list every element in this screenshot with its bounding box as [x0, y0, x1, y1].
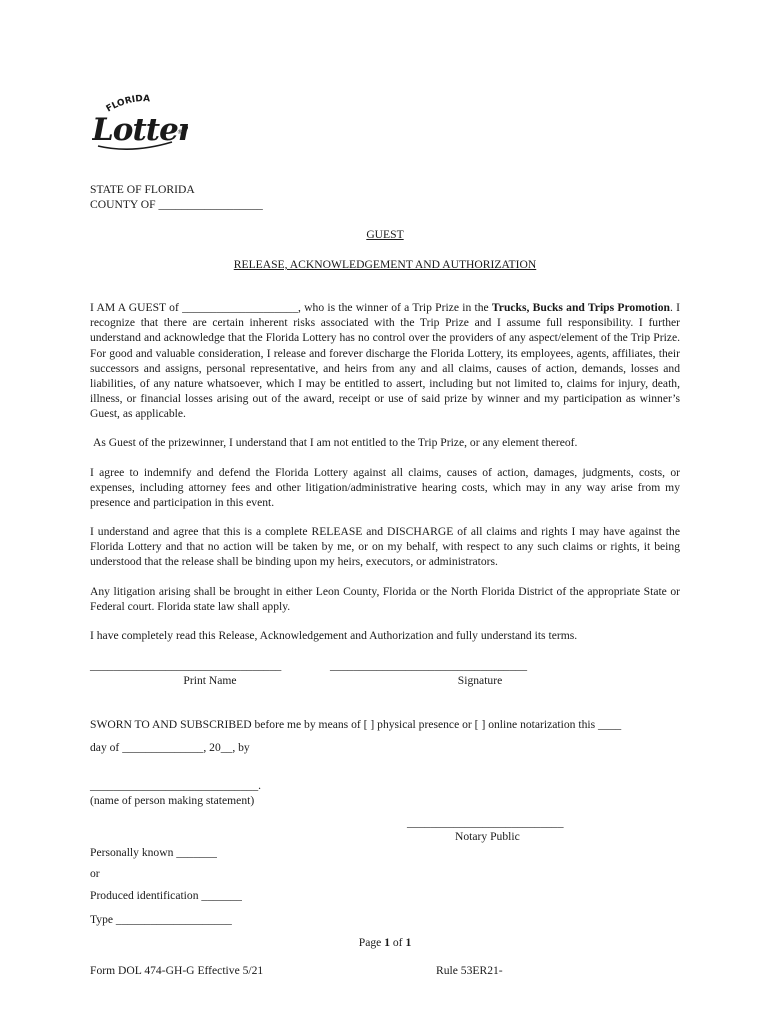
print-name-label: Print Name: [183, 674, 237, 687]
signature-line[interactable]: __________________________________: [330, 659, 528, 672]
lottery-logo-icon: [92, 92, 188, 152]
day-line: day of ______________, 20__, by: [90, 741, 250, 754]
page-current: 1: [384, 936, 390, 949]
state-line: STATE OF FLORIDA: [90, 183, 195, 196]
page-prefix: Page: [358, 936, 385, 949]
produced-id-line: Produced identification _______: [90, 889, 242, 902]
paragraph-read-terms: I have completely read this Release, Acknowledgement and Authorization and fully understand its terms.: [90, 629, 578, 642]
or-text: or: [90, 867, 100, 880]
logo-top-text: FLORIDA: [104, 94, 151, 115]
paragraph-indemnify: I agree to indemnify and defend the Florida Lottery against all claims, causes of action, damages, judgments, costs, or expenses, including attorney fees and other litigation/administrative hearing costs, which may in any way arise from my presence and participation in this event.: [90, 466, 680, 510]
id-type-line: Type ____________________: [90, 913, 232, 926]
personally-known-line: Personally known _______: [90, 846, 217, 859]
guest-title: GUEST: [366, 228, 404, 241]
florida-lottery-logo: [92, 92, 188, 152]
notary-public-label: Notary Public: [455, 830, 520, 843]
logo-main-text: Lotte: [92, 112, 178, 148]
signature-label: Signature: [457, 674, 503, 687]
promotion-name: Trucks, Bucks and Trips Promotion: [491, 301, 670, 314]
print-name-line[interactable]: _________________________________: [90, 659, 282, 672]
paragraph-not-entitled: As Guest of the prizewinner, I understand that I am not entitled to the Trip Prize, or any element thereof.: [93, 436, 578, 449]
p1-text-b: . I recognize that there are certain inherent risks associated with the Trip Prize and I assume full responsibility. I further understand and acknowledge that the Florida Lottery has no control over the providers of any aspect/element of the Trip Prize. For good and valuable consideration, I release and forever discharge the Florida Lottery, its employees, agents, affiliates, their successors and assigns, personal representative, and heirs from any and all claims, causes of action, demands, losses and liabilities, of any nature whatsoever, which I may be entitled to assert, including but not limited to, claims for injury, death, illness, or financial losses arising out of the award, receipt or use of said prize by winner and my participation as winner’s Guest, as applicable.: [90, 301, 680, 421]
paragraph-discharge: I understand and agree that this is a complete RELEASE and DISCHARGE of all claims and rights I may have against the Florida Lottery and that no action will be taken by me, or on my behalf, with respect to any such claims or rights, it being understood that the release shall be binding upon my heirs, executors, or administrators.: [90, 525, 680, 569]
page-number: [90, 935, 680, 950]
notary-public-line[interactable]: ___________________________: [407, 816, 564, 829]
paragraph-guest-release: [90, 300, 680, 422]
logo-registered-mark: ®: [177, 129, 183, 136]
release-title: RELEASE, ACKNOWLEDGEMENT AND AUTHORIZATION: [233, 258, 537, 271]
county-line: COUNTY OF __________________: [90, 198, 263, 211]
form-id: Form DOL 474-GH-G Effective 5/21: [90, 964, 264, 977]
paragraph-litigation: Any litigation arising shall be brought in either Leon County, Florida or the North Florida District of the appropriate State or Federal court. Florida state law shall apply.: [90, 585, 680, 614]
page-total: 1: [405, 936, 412, 949]
p1-text-a: I AM A GUEST of ____________________, who is the winner of a Trip Prize in the: [90, 301, 492, 314]
sworn-line: SWORN TO AND SUBSCRIBED before me by means of [ ] physical presence or [ ] online notarization this ____: [90, 718, 622, 731]
statement-name-label: (name of person making statement): [90, 794, 255, 807]
rule-id: Rule 53ER21-: [436, 964, 503, 977]
statement-name-line[interactable]: _____________________________.: [90, 779, 262, 792]
page-of: of: [389, 936, 406, 949]
